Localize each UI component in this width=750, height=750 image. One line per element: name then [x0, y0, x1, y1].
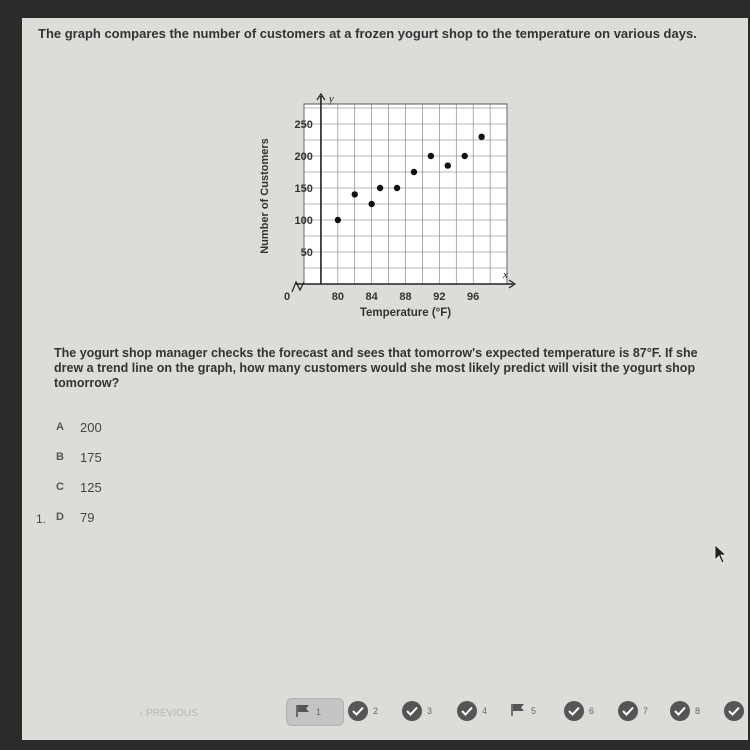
choice-letter: D: [56, 511, 64, 523]
x-tick-label: 84: [365, 291, 378, 303]
nav-item-label: 8: [695, 706, 701, 716]
data-point: [478, 134, 484, 140]
choice-a[interactable]: [56, 412, 102, 442]
data-point: [428, 153, 434, 159]
question-nav-item-4[interactable]: [457, 698, 487, 724]
x-tick-label: 92: [433, 291, 446, 303]
question-nav-item-5[interactable]: [510, 698, 536, 724]
y-tick-label: 100: [294, 215, 313, 227]
nav-item-label: 4: [482, 706, 488, 716]
question-number: 1.: [36, 512, 47, 526]
question-nav-item-6[interactable]: [564, 698, 594, 724]
data-point: [377, 185, 383, 191]
question-nav-item-2[interactable]: [348, 698, 378, 724]
x-tick-label: 88: [399, 291, 412, 303]
choice-value: 200: [80, 419, 102, 435]
origin-label: 0: [284, 291, 291, 303]
checkmark-icon: [348, 701, 368, 721]
data-point: [411, 169, 417, 175]
question-navigation: [22, 688, 748, 740]
choice-letter: C: [56, 481, 64, 493]
y-tick-label: 150: [294, 183, 313, 195]
choice-d[interactable]: [56, 502, 102, 532]
choice-value: 79: [80, 509, 95, 525]
checkmark-icon: [618, 701, 638, 721]
question-intro: The graph compares the number of customers at a frozen yogurt shop to the temperature on various days.: [38, 26, 697, 41]
y-tick-label: 200: [294, 151, 313, 163]
x-tick-label: 80: [331, 291, 344, 303]
nav-item-label: 7: [643, 706, 649, 716]
checkmark-icon: [564, 701, 584, 721]
y-axis-label: Number of Customers: [259, 138, 271, 254]
data-point: [445, 162, 451, 168]
choice-value: 125: [80, 479, 102, 495]
data-point: [368, 201, 374, 207]
checkmark-icon: [724, 701, 744, 721]
question-nav-item-last[interactable]: [724, 698, 748, 724]
question-prompt: The yogurt shop manager checks the forecast and sees that tomorrow's expected temperature is 87°F. If she drew a trend line on the graph, how many customers would she most likely predict will visit the yogurt shop tomorrow?: [54, 346, 698, 390]
nav-item-label: 6: [589, 706, 595, 716]
choice-letter: A: [56, 421, 64, 433]
question-screen: [22, 18, 748, 740]
data-point: [394, 185, 400, 191]
flag-icon: [295, 704, 311, 720]
question-nav-item-7[interactable]: [618, 698, 648, 724]
x-axis-letter: x: [503, 269, 508, 281]
checkmark-icon: [402, 701, 422, 721]
checkmark-icon: [457, 701, 477, 721]
choice-letter: B: [56, 451, 64, 463]
question-nav-item-3[interactable]: [402, 698, 432, 724]
data-point: [462, 153, 468, 159]
answer-choices: [56, 412, 102, 532]
checkmark-icon: [670, 701, 690, 721]
y-tick-label: 50: [300, 247, 313, 259]
nav-item-label: 2: [373, 706, 379, 716]
y-tick-label: 250: [294, 119, 313, 131]
previous-button[interactable]: ‹ PREVIOUS: [140, 707, 198, 719]
data-point: [352, 191, 358, 197]
scatter-chart: [252, 84, 522, 334]
x-axis-label: Temperature (°F): [359, 307, 452, 319]
y-axis-letter: y: [328, 93, 334, 105]
question-nav-item-8[interactable]: [670, 698, 700, 724]
x-tick-label: 96: [467, 291, 480, 303]
choice-value: 175: [80, 449, 102, 465]
choice-c[interactable]: [56, 472, 102, 502]
mouse-cursor-icon: [714, 544, 728, 564]
nav-item-label: 3: [427, 706, 433, 716]
choice-b[interactable]: [56, 442, 102, 472]
flag-icon: [510, 703, 526, 719]
data-point: [335, 217, 341, 223]
nav-item-label: 5: [531, 706, 537, 716]
question-nav-item-1[interactable]: [286, 698, 344, 726]
nav-item-label: 1: [316, 707, 322, 717]
